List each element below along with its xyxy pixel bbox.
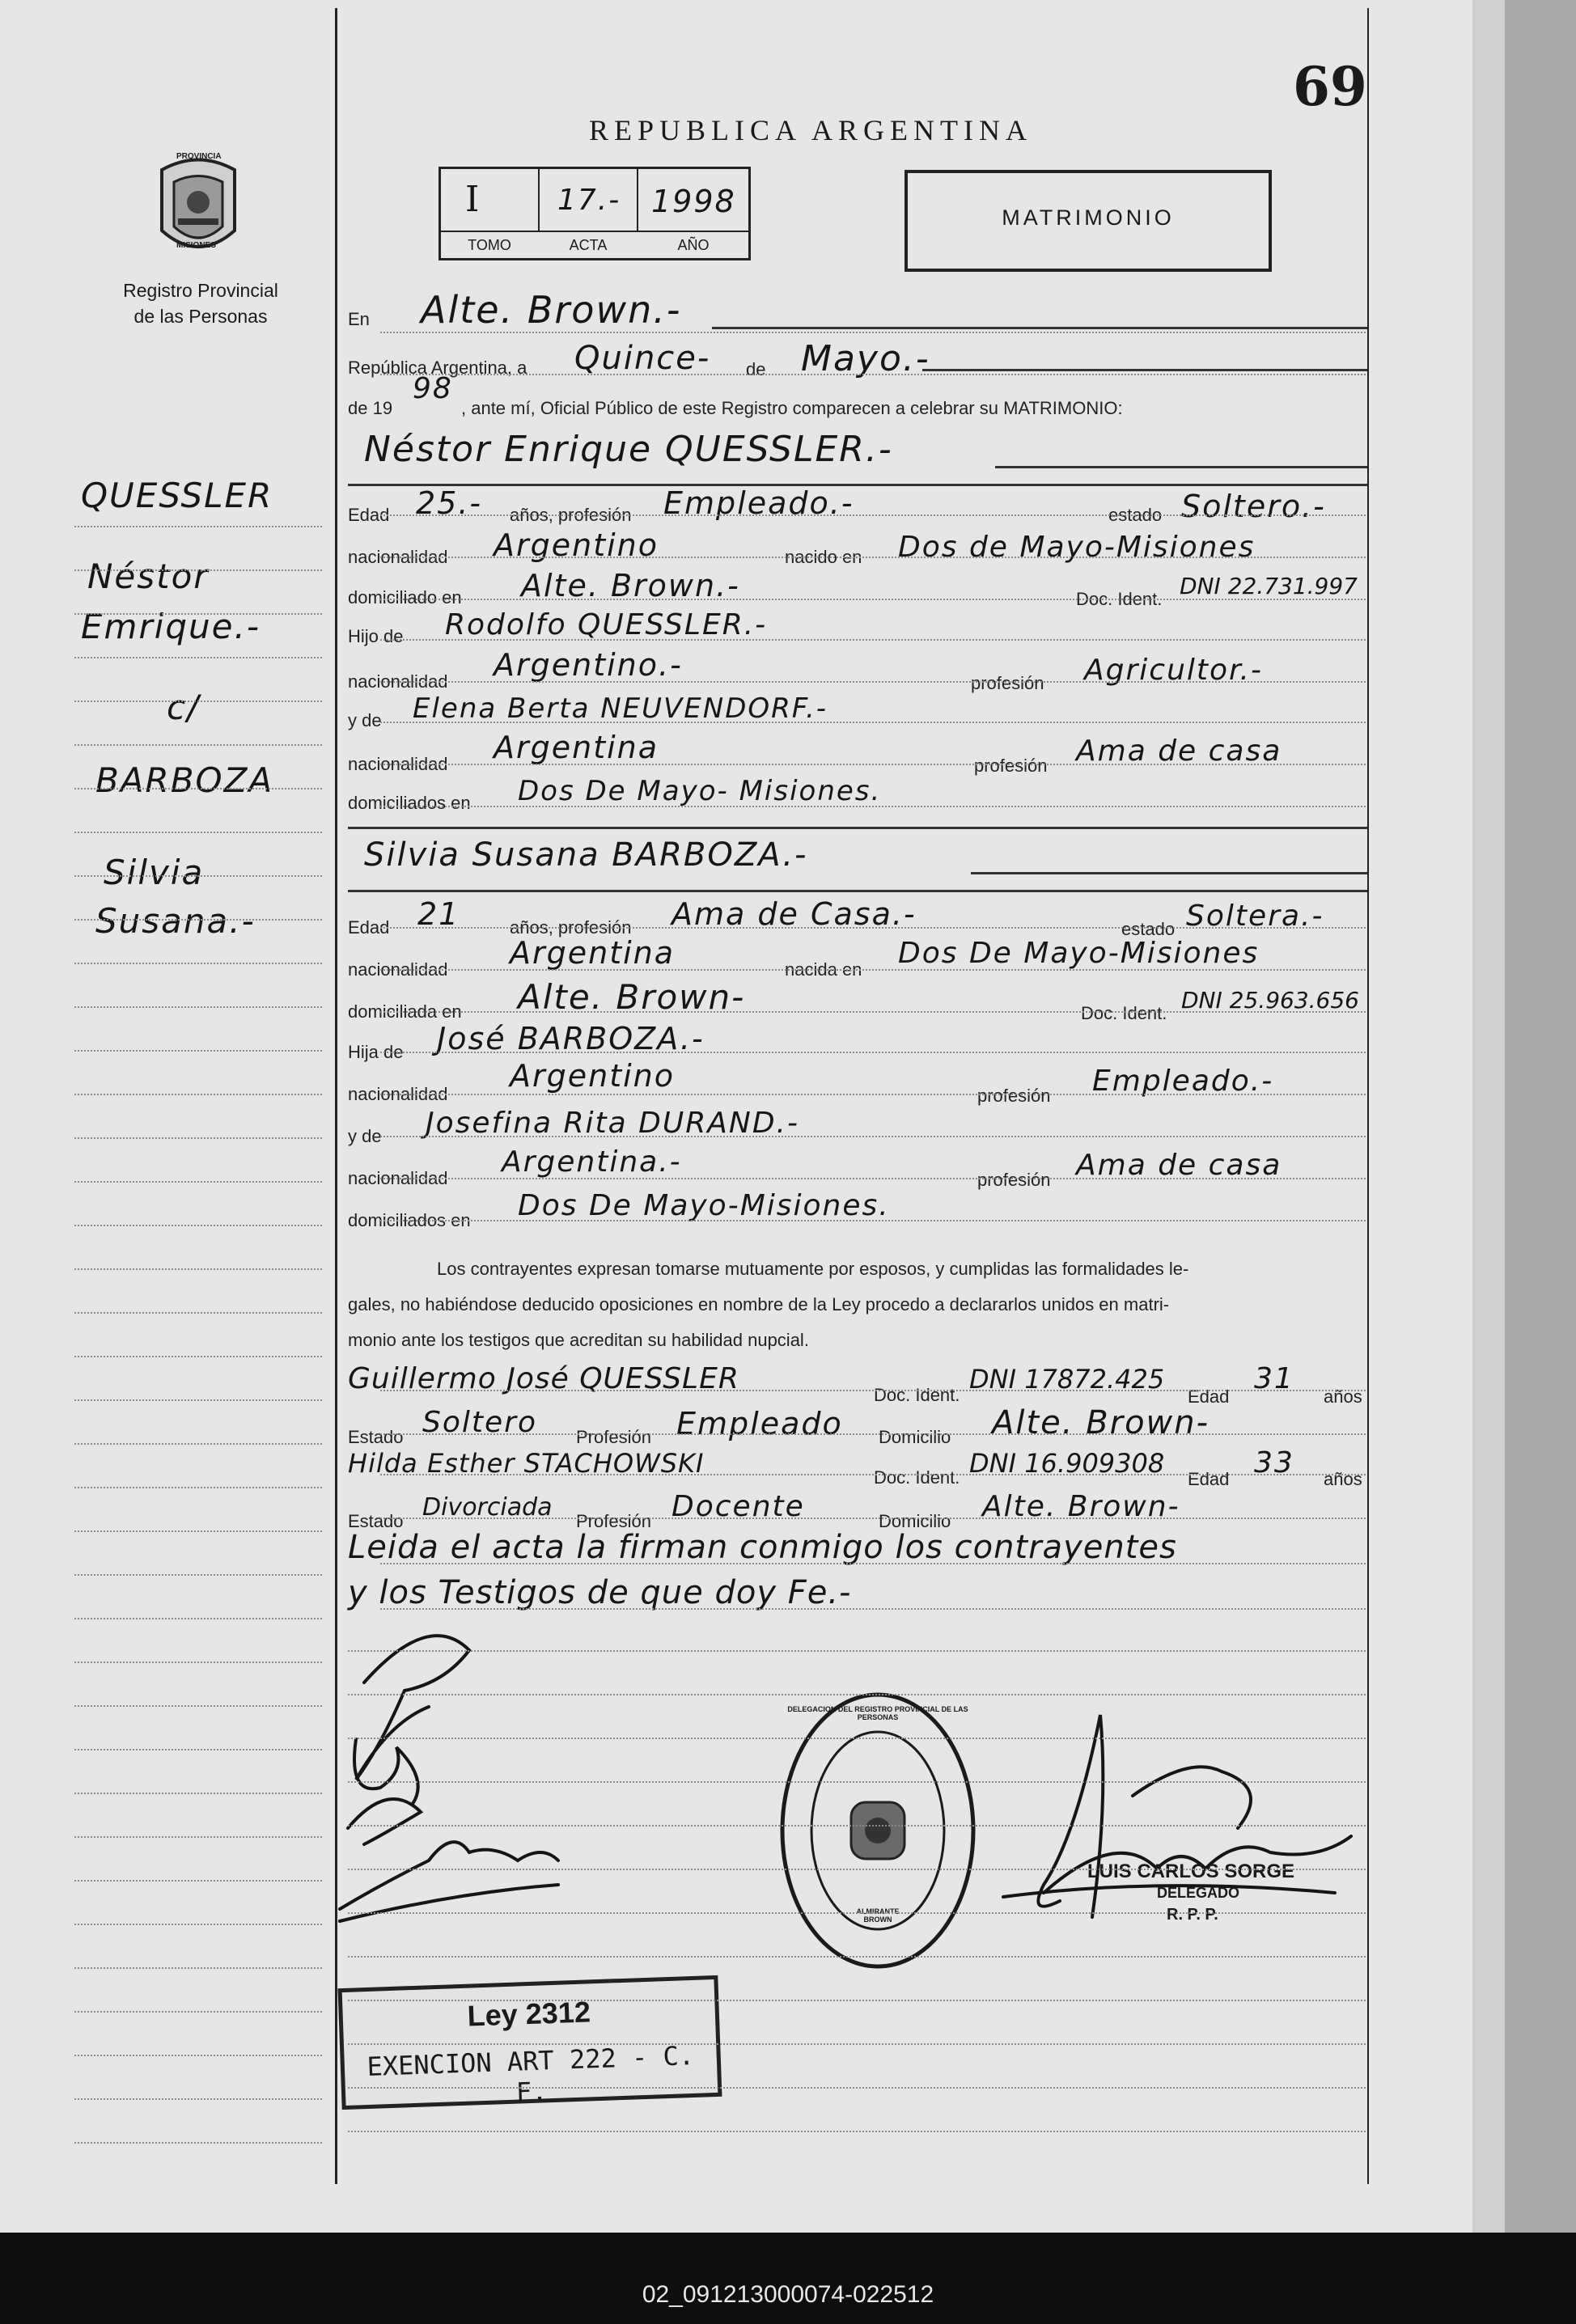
margin-groom-surname: QUESSLER xyxy=(81,476,273,515)
field-rule xyxy=(380,374,1366,375)
groom-doc-label: Doc. Ident. xyxy=(1076,589,1163,609)
rule xyxy=(995,466,1367,468)
margin-rule xyxy=(74,1574,322,1576)
field-rule xyxy=(380,722,1366,723)
field-rule xyxy=(380,1220,1366,1221)
act-type-box xyxy=(905,170,1272,272)
bride-hija-label: Hija de xyxy=(348,1042,404,1062)
act-type: MATRIMONIO xyxy=(1002,205,1175,230)
groom-mother-profession: Ama de casa xyxy=(1076,734,1282,768)
margin-rule xyxy=(74,1225,322,1226)
registry-name-line2: de las Personas xyxy=(133,306,268,327)
province-seal xyxy=(146,146,251,267)
witness1-doc: DNI 17872.425 xyxy=(969,1364,1165,1395)
groom-edad-label: Edad xyxy=(348,505,390,525)
groom-father-prof-label: profesión xyxy=(971,673,1044,693)
bride-mother: Josefina Rita DURAND.- xyxy=(426,1107,799,1140)
witness1-anos-label: años xyxy=(1324,1386,1362,1407)
ano-value: 1998 xyxy=(651,184,736,219)
witness1-address: Alte. Brown- xyxy=(992,1404,1210,1441)
bride-doc-label: Doc. Ident. xyxy=(1081,1003,1167,1023)
margin-rule xyxy=(74,569,322,571)
bride-father-prof-label: profesión xyxy=(977,1086,1051,1106)
field-rule xyxy=(380,332,1366,333)
margin-rule xyxy=(74,1924,322,1925)
margin-rule xyxy=(74,701,322,702)
margin-rule xyxy=(74,875,322,877)
groom-nat-label: nacionalidad xyxy=(348,547,448,567)
witness2-name: Hilda Esther STACHOWSKI xyxy=(348,1448,705,1479)
bride-father-nat-label: nacionalidad xyxy=(348,1084,448,1104)
official-round-seal xyxy=(777,1689,979,1972)
bride-father: José BARBOZA.- xyxy=(437,1021,705,1056)
rule xyxy=(712,327,1367,329)
round-seal-place: ALMIRANTE BROWN xyxy=(856,1907,900,1924)
round-seal-text: DELEGACION DEL REGISTRO PROVINCIAL DE LAS PERSONAS xyxy=(787,1705,968,1721)
groom-doc: DNI 22.731.997 xyxy=(1180,573,1358,599)
margin-rule xyxy=(74,788,322,789)
bride-age: 21 xyxy=(417,896,460,932)
margin-rule xyxy=(74,1662,322,1663)
groom-mother-nationality: Argentina xyxy=(494,730,659,765)
declaration-line3: monio ante los testigos que acreditan su habilidad nupcial. xyxy=(348,1330,809,1350)
witness1-estado-label: Estado xyxy=(348,1427,404,1447)
rule xyxy=(922,369,1367,371)
margin-rule xyxy=(74,2142,322,2144)
field-rule xyxy=(348,1869,1366,1870)
margin-rule xyxy=(74,1006,322,1008)
groom-status: Soltero.- xyxy=(1181,489,1326,524)
margin-rule xyxy=(74,1530,322,1532)
scan-footer xyxy=(0,2233,1576,2324)
witness1-doc-label: Doc. Ident. xyxy=(874,1385,960,1405)
bride-nationality: Argentina xyxy=(510,935,676,971)
field-rule xyxy=(348,1956,1366,1958)
field-rule xyxy=(348,1912,1366,1914)
republica-label: República Argentina, a xyxy=(348,358,527,378)
margin-rule xyxy=(74,744,322,746)
margin-conjunction: c/ xyxy=(167,688,201,727)
official-name: LUIS CARLOS SORGE xyxy=(1087,1860,1295,1882)
witness1-profession: Empleado xyxy=(676,1406,843,1441)
margin-rule xyxy=(74,1312,322,1314)
bride-father-nationality: Argentino xyxy=(510,1058,675,1094)
witness2-status: Divorciada xyxy=(422,1493,553,1522)
field-rule xyxy=(380,1608,1366,1610)
day: Quince- xyxy=(574,340,711,377)
margin-rule xyxy=(74,1050,322,1052)
act-reference-box xyxy=(438,167,751,260)
rule xyxy=(348,890,1367,892)
witness2-age: 33 xyxy=(1254,1446,1294,1479)
ano-label: AÑO xyxy=(677,237,710,253)
field-rule xyxy=(380,1474,1366,1475)
bride-mother-nationality: Argentina.- xyxy=(502,1145,682,1179)
exemption-article: EXENCION ART 222 - C. F. xyxy=(366,2039,695,2108)
witness2-anos-label: años xyxy=(1324,1469,1362,1489)
year-prefix: de 19 xyxy=(348,398,393,418)
witness2-edad-label: Edad xyxy=(1188,1469,1230,1489)
intro-text: , ante mí, Oficial Público de este Registro comparecen a celebrar su MATRIMONIO: xyxy=(461,398,1123,418)
scan-id: 02_091213000074-022512 xyxy=(642,2281,934,2308)
exemption-law: Ley 2312 xyxy=(467,1995,591,2033)
declaration-line2: gales, no habiéndose deducido oposiciones en nombre de la Ley procedo a declararlos unidos en matri- xyxy=(348,1294,1170,1314)
exemption-stamp xyxy=(338,1975,722,2110)
tomo-value: I xyxy=(465,179,481,220)
margin-rule xyxy=(74,1268,322,1270)
field-rule xyxy=(380,927,1366,929)
field-rule xyxy=(380,1563,1366,1564)
field-rule xyxy=(380,599,1366,600)
margin-bride-name1: Silvia xyxy=(104,853,205,892)
field-rule xyxy=(380,969,1366,971)
margin-groom-name1: Néstor xyxy=(87,557,210,596)
field-rule xyxy=(380,1433,1366,1435)
right-border xyxy=(1367,8,1369,2184)
margin-rule xyxy=(74,2098,322,2100)
groom-yde-label: y de xyxy=(348,710,382,730)
margin-rule xyxy=(74,1443,322,1445)
seal-text-top: PROVINCIA xyxy=(176,152,222,161)
acta-value: 17.- xyxy=(557,184,621,217)
bride-edad-label: Edad xyxy=(348,917,390,938)
declaration-line1: Los contrayentes expresan tomarse mutuamente por esposos, y cumplidas las formalidades le- xyxy=(437,1259,1189,1279)
field-rule xyxy=(380,1052,1366,1053)
margin-rule xyxy=(74,1094,322,1095)
groom-name: Néstor Enrique QUESSLER.- xyxy=(364,429,893,470)
margin-rule xyxy=(74,2011,322,2013)
groom-parents-address: Dos De Mayo- Misiones. xyxy=(518,775,882,807)
groom-mother-nat-label: nacionalidad xyxy=(348,754,448,774)
groom-dom-label: domiciliado en xyxy=(348,587,462,607)
groom-mother-prof-label: profesión xyxy=(974,756,1048,776)
witness2-prof-label: Profesión xyxy=(576,1511,651,1531)
de-label: de xyxy=(746,359,766,379)
field-rule xyxy=(380,1178,1366,1179)
groom-father-nat-label: nacionalidad xyxy=(348,671,448,692)
groom-hijo-label: Hijo de xyxy=(348,626,404,646)
margin-rule xyxy=(74,1967,322,1969)
bride-profession: Ama de Casa.- xyxy=(671,896,917,932)
closing-line1: Leida el acta la firman conmigo los contrayentes xyxy=(348,1529,1177,1566)
bride-mother-prof-label: profesión xyxy=(977,1170,1051,1190)
seal-text-bottom: MISIONES xyxy=(176,241,216,250)
margin-rule xyxy=(74,2055,322,2056)
margin-bride-surname: BARBOZA xyxy=(95,760,274,800)
bride-doc: DNI 25.963.656 xyxy=(1181,987,1359,1014)
en-label: En xyxy=(348,309,370,329)
groom-father-profession: Agricultor.- xyxy=(1084,654,1263,687)
bride-dom-label: domiciliada en xyxy=(348,1001,462,1022)
groom-father-nationality: Argentino.- xyxy=(494,647,683,683)
field-rule xyxy=(380,806,1366,807)
field-rule xyxy=(348,1738,1366,1739)
field-rule xyxy=(348,2043,1366,2045)
margin-rule xyxy=(74,1836,322,1838)
witness2-address: Alte. Brown- xyxy=(982,1490,1180,1523)
margin-rule xyxy=(74,1793,322,1794)
place: Alte. Brown.- xyxy=(421,288,682,332)
month: Mayo.- xyxy=(801,338,930,379)
margin-rule xyxy=(74,1880,322,1882)
margin-rule xyxy=(74,1618,322,1619)
field-rule xyxy=(348,2087,1366,2089)
rule xyxy=(348,827,1367,829)
groom-birthplace: Dos de Mayo-Misiones xyxy=(898,531,1256,564)
bride-estado-label: estado xyxy=(1121,919,1176,939)
field-rule xyxy=(380,557,1366,558)
official-org: R. P. P. xyxy=(1167,1906,1218,1924)
groom-nationality: Argentino xyxy=(494,527,659,563)
witness2-estado-label: Estado xyxy=(348,1511,404,1531)
bride-birthplace: Dos De Mayo-Misiones xyxy=(898,937,1260,970)
witness2-doc-label: Doc. Ident. xyxy=(874,1467,960,1488)
witness2-profession: Docente xyxy=(671,1490,805,1523)
field-rule xyxy=(380,1136,1366,1137)
field-rule xyxy=(348,2000,1366,2001)
margin-rule xyxy=(74,963,322,964)
groom-anos-label: años, profesión xyxy=(510,505,632,525)
witness1-status: Soltero xyxy=(422,1406,537,1439)
margin-rule xyxy=(74,1137,322,1139)
margin-rule xyxy=(74,919,322,921)
margin-rule xyxy=(74,1749,322,1750)
bride-parents-dom-label: domiciliados en xyxy=(348,1210,471,1230)
field-rule xyxy=(380,514,1366,516)
bride-parents-address: Dos De Mayo-Misiones. xyxy=(518,1189,890,1222)
field-rule xyxy=(380,1094,1366,1095)
groom-parents-dom-label: domiciliados en xyxy=(348,793,471,813)
witness2-doc: DNI 16.909308 xyxy=(969,1448,1165,1479)
bride-address: Alte. Brown- xyxy=(518,977,746,1017)
field-rule xyxy=(380,1011,1366,1013)
margin-groom-name2: Emrique.- xyxy=(81,607,261,646)
witness1-prof-label: Profesión xyxy=(576,1427,651,1447)
margin-rule xyxy=(74,1705,322,1707)
margin-rule xyxy=(74,1487,322,1488)
registry-name-line1: Registro Provincial xyxy=(123,280,278,301)
field-rule xyxy=(380,681,1366,683)
witness1-age: 31 xyxy=(1254,1362,1294,1395)
bride-yde-label: y de xyxy=(348,1126,382,1146)
margin-rule xyxy=(74,1356,322,1357)
bride-nacida-label: nacida en xyxy=(785,959,862,980)
field-rule xyxy=(380,639,1366,641)
witness2-dom-label: Domicilio xyxy=(879,1511,951,1531)
year-suffix: 98 xyxy=(413,372,453,405)
groom-estado-label: estado xyxy=(1108,505,1163,525)
witness1-name: Guillermo José QUESSLER xyxy=(348,1362,739,1395)
acta-label: ACTA xyxy=(569,237,608,253)
country-title: REPUBLICA ARGENTINA xyxy=(589,114,1033,146)
closing-line2: y los Testigos de que doy Fe.- xyxy=(348,1574,852,1611)
rule xyxy=(971,872,1367,874)
page-number: 69 xyxy=(1293,55,1367,118)
bride-name: Silvia Susana BARBOZA.- xyxy=(364,836,808,874)
margin-rule xyxy=(74,657,322,658)
witness1-edad-label: Edad xyxy=(1188,1386,1230,1407)
field-rule xyxy=(348,2131,1366,2132)
margin-rule xyxy=(74,526,322,527)
tomo-label: TOMO xyxy=(468,237,511,253)
bride-mother-nat-label: nacionalidad xyxy=(348,1168,448,1188)
margin-rule xyxy=(74,1399,322,1401)
field-rule xyxy=(380,764,1366,765)
field-rule xyxy=(348,1694,1366,1695)
field-rule xyxy=(348,1825,1366,1827)
bride-father-profession: Empleado.- xyxy=(1092,1065,1274,1098)
bride-anos-label: años, profesión xyxy=(510,917,632,938)
signatures xyxy=(332,1618,591,1925)
page-edge-shadow xyxy=(1505,0,1576,2233)
field-rule xyxy=(380,1390,1366,1391)
bride-nat-label: nacionalidad xyxy=(348,959,448,980)
margin-bride-name2: Susana.- xyxy=(95,901,256,941)
margin-rule xyxy=(74,832,322,833)
field-rule xyxy=(380,1518,1366,1519)
margin-rule xyxy=(74,613,322,615)
groom-father: Rodolfo QUESSLER.- xyxy=(445,608,768,641)
groom-profession: Empleado.- xyxy=(663,485,854,521)
bride-status: Soltera.- xyxy=(1186,900,1324,933)
groom-age: 25.- xyxy=(416,485,483,521)
groom-address: Alte. Brown.- xyxy=(521,568,740,603)
field-rule xyxy=(348,1650,1366,1652)
bride-mother-profession: Ama de casa xyxy=(1076,1149,1282,1182)
official-title: DELEGADO xyxy=(1157,1885,1240,1901)
groom-mother: Elena Berta NEUVENDORF.- xyxy=(413,692,828,725)
field-rule xyxy=(348,1781,1366,1783)
witness1-dom-label: Domicilio xyxy=(879,1427,951,1447)
margin-rule xyxy=(74,1181,322,1183)
groom-nacido-label: nacido en xyxy=(785,547,862,567)
